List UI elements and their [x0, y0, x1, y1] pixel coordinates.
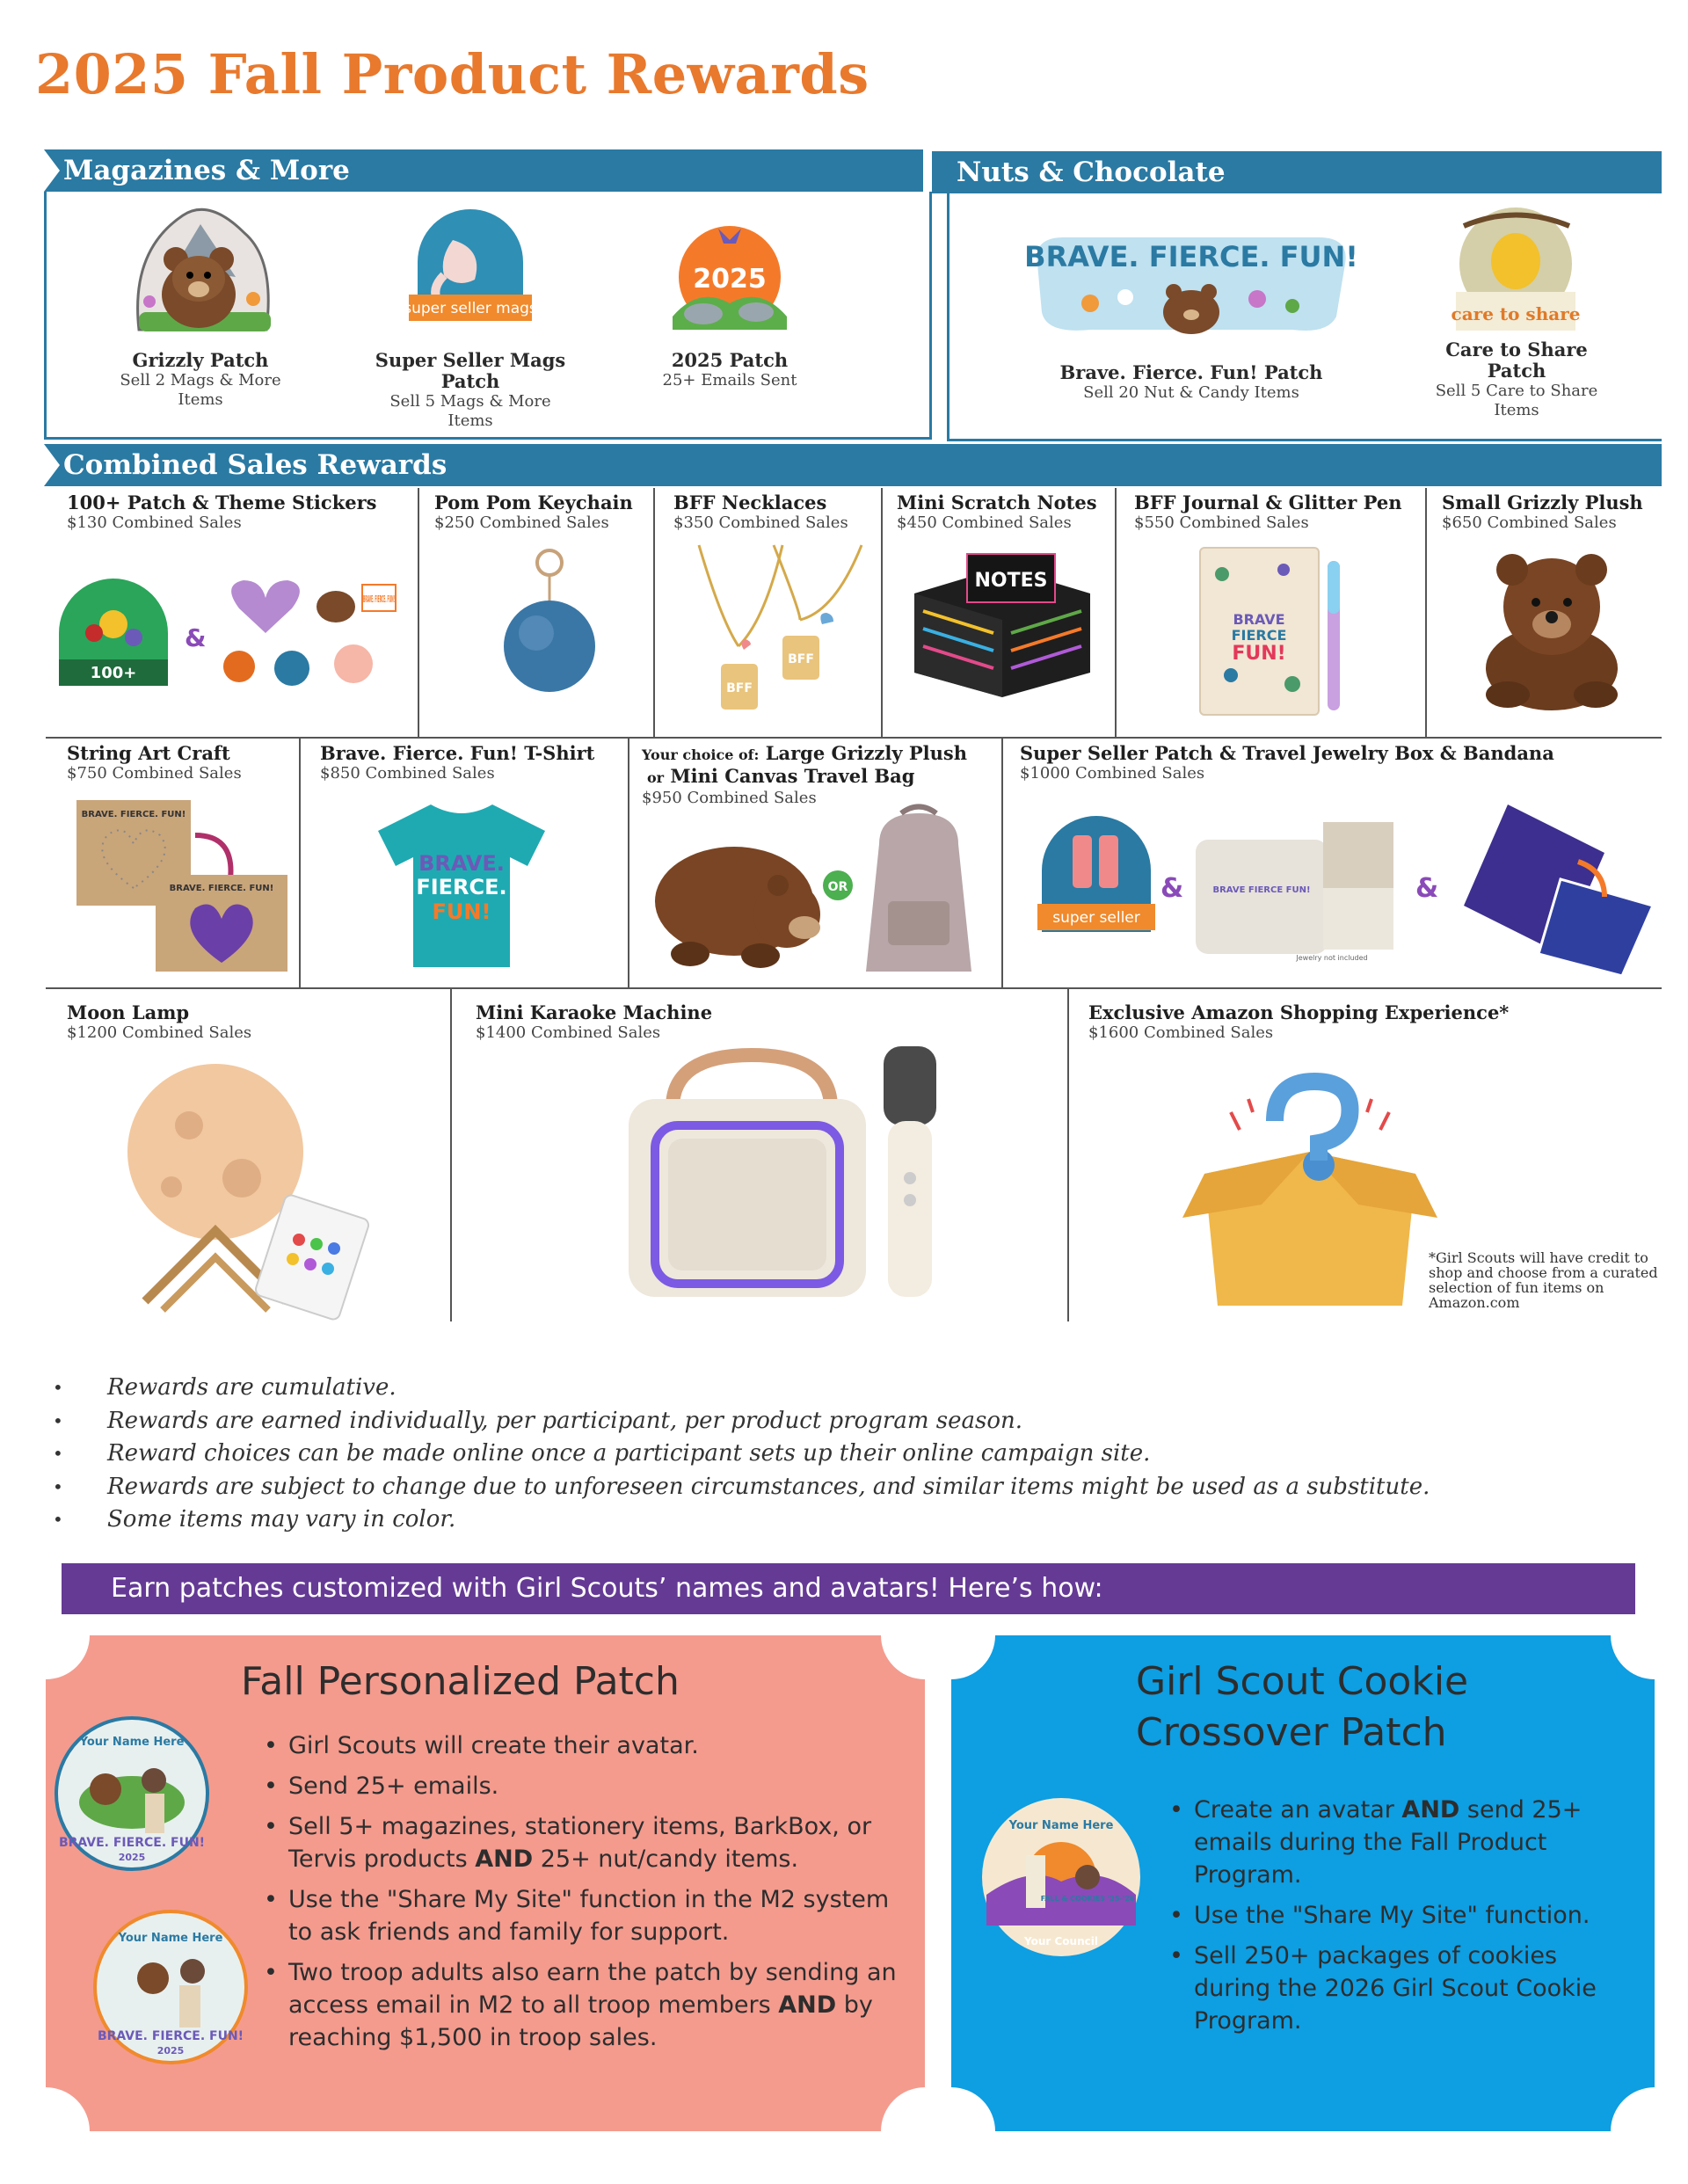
choice-prefix: Your choice of:: [642, 746, 760, 763]
moon-lamp-icon: [110, 1055, 382, 1319]
cookie-title-line2: Crossover Patch: [1136, 1710, 1447, 1755]
bff-tag-text-2: BFF: [788, 652, 814, 666]
rule-item: • Rewards are subject to change due to unforeseen circumstances, and similar items might be used as a substitute.: [53, 1471, 1430, 1504]
reward-price: $550 Combined Sales: [1134, 513, 1309, 532]
fall-patch-title: Fall Personalized Patch: [241, 1659, 680, 1704]
or-badge-text: OR: [827, 880, 848, 894]
bff-patch-name: Brave. Fierce. Fun! Patch: [1059, 361, 1323, 383]
fall-badge-name-2: Your Name Here: [118, 1932, 223, 1945]
fall-step: • Two troop adults also earn the patch by sending an access email in M2 to all troop members AND by reaching $1,500 in troop sales.: [264, 1956, 897, 2054]
jewelry-note: Jewelry not included: [1296, 954, 1368, 962]
svg-text:FUN!: FUN!: [432, 899, 491, 924]
fall-step: • Send 25+ emails.: [264, 1770, 897, 1802]
choice-option-2: Mini Canvas Travel Bag: [670, 765, 915, 787]
reward-bff-necklaces: [673, 492, 848, 533]
reward-price: $350 Combined Sales: [673, 513, 848, 532]
super-seller-patch-name: Super Seller Mags Patch: [375, 349, 566, 392]
reward-amazon-experience: [1088, 1002, 1509, 1043]
string-art-icon: [72, 796, 292, 976]
bundle-amp-2: &: [1415, 873, 1439, 904]
bundle-amp-1: &: [1160, 873, 1184, 904]
bff-patch-icon: [1024, 229, 1358, 339]
fish-patch-art-text: super seller mags: [404, 300, 537, 317]
notes-art-text: NOTES: [974, 570, 1048, 592]
fall-badge-name-1: Your Name Here: [79, 1736, 185, 1749]
reward-super-seller-bundle: [1020, 743, 1554, 783]
2025-patch-name: 2025 Patch: [671, 349, 789, 371]
cookie-step: • Use the "Share My Site" function.: [1169, 1899, 1626, 1932]
reward-name: Super Seller Patch & Travel Jewelry Box & Bandana: [1020, 742, 1554, 764]
combined-header-label: Combined Sales Rewards: [63, 449, 447, 481]
bff-patch-art-text: BRAVE. FIERCE. FUN!: [1024, 240, 1358, 273]
magazines-header-label: Magazines & More: [63, 155, 350, 186]
large-plush-bag-icon: [646, 804, 993, 980]
2025-patch-icon: [664, 215, 796, 339]
choice-option-1: Large Grizzly Plush: [765, 742, 967, 764]
reward-tshirt: [320, 743, 594, 783]
reward-name: Mini Scratch Notes: [897, 491, 1097, 513]
svg-text:BRAVE.: BRAVE.: [418, 851, 505, 876]
100-patch-stickers-icon: [55, 563, 397, 703]
nuts-header: [932, 151, 1662, 193]
cookie-badge-council: Your Council: [1024, 1935, 1098, 1947]
reward-name: 100+ Patch & Theme Stickers: [67, 491, 377, 513]
rule-item: • Rewards are earned individually, per participant, per product program season.: [53, 1405, 1430, 1438]
2025-patch-sub: 25+ Emails Sent: [662, 371, 797, 389]
cookie-badge-text: FALL & COOKIES '25-'26: [1040, 1895, 1135, 1903]
cookie-title-line1: Girl Scout Cookie: [1136, 1659, 1469, 1704]
fall-step: • Use the "Share My Site" function in the M2 system to ask friends and family for support.: [264, 1883, 897, 1948]
care-share-patch-icon: [1451, 204, 1581, 334]
fall-avatar-patch-2: [91, 1908, 250, 2066]
reward-price: $450 Combined Sales: [897, 513, 1072, 532]
tshirt-icon: [369, 796, 554, 972]
reward-moon-lamp: [67, 1002, 251, 1043]
journal-pen-icon: [1196, 543, 1354, 719]
care-share-art-text: care to share: [1451, 303, 1581, 324]
reward-price: $250 Combined Sales: [434, 513, 609, 532]
stickers-amp: &: [185, 623, 207, 652]
necklaces-icon: [686, 541, 870, 717]
fall-badge-year-1: 2025: [118, 1852, 146, 1863]
reward-price: $950 Combined Sales: [642, 789, 817, 807]
svg-text:FIERCE.: FIERCE.: [416, 875, 507, 899]
personalized-banner: Earn patches customized with Girl Scouts’ names and avatars! Here’s how:: [62, 1563, 1635, 1614]
reward-100-patch: [67, 492, 377, 533]
reward-price: $850 Combined Sales: [320, 764, 495, 783]
bff-tag-text-1: BFF: [726, 681, 753, 695]
reward-name: Mini Karaoke Machine: [476, 1001, 713, 1023]
cookie-avatar-patch: [978, 1794, 1145, 1961]
mystery-box-icon: [1178, 1077, 1442, 1314]
reward-name: Small Grizzly Plush: [1442, 491, 1643, 513]
reward-pom-pom-keychain: [434, 492, 633, 533]
bear-patch-icon: [121, 198, 280, 343]
svg-text:BRAVE. FIERCE. FUN!: BRAVE. FIERCE. FUN!: [81, 810, 186, 819]
grizzly-patch-name: Grizzly Patch: [132, 349, 269, 371]
fall-badge-text-2: BRAVE. FIERCE. FUN!: [97, 2029, 244, 2043]
reward-name: BFF Necklaces: [673, 491, 827, 513]
reward-price: $1600 Combined Sales: [1088, 1023, 1274, 1042]
page-title: 2025 Fall Product Rewards: [35, 42, 869, 106]
grizzly-patch-sub: Sell 2 Mags & More Items: [120, 371, 281, 409]
choice-or: or: [647, 769, 665, 786]
super-seller-bundle-icon: [1033, 800, 1657, 980]
small-plush-icon: [1464, 536, 1640, 712]
fall-patch-card: [46, 1635, 925, 2131]
fall-step: • Sell 5+ magazines, stationery items, BarkBox, or Tervis products AND 25+ nut/candy items.: [264, 1810, 897, 1875]
2025-patch-art-text: 2025: [693, 264, 767, 295]
fall-badge-text-1: BRAVE. FIERCE. FUN!: [58, 1836, 206, 1850]
reward-large-plush-or-bag: [642, 743, 967, 808]
reward-name: Brave. Fierce. Fun! T-Shirt: [320, 742, 595, 764]
fall-patch-steps: [264, 1729, 897, 2062]
super-seller-patch-sub: Sell 5 Mags & More Items: [389, 392, 551, 430]
svg-text:BRAVE: BRAVE: [1233, 611, 1285, 628]
svg-text:BRAVE. FIERCE. FUN!: BRAVE. FIERCE. FUN!: [169, 884, 274, 893]
reward-price: $1000 Combined Sales: [1020, 764, 1205, 783]
reward-name: Pom Pom Keychain: [434, 491, 633, 513]
rule-item: • Some items may vary in color.: [53, 1503, 1430, 1537]
rule-item: • Reward choices can be made online once a participant sets up their online campaign site.: [53, 1438, 1430, 1471]
100-patch-art-text: 100+: [90, 664, 137, 682]
super-seller-art-text: super seller: [1052, 909, 1140, 927]
cookie-patch-card: [951, 1635, 1655, 2131]
cookie-step: • Sell 250+ packages of cookies during the 2026 Girl Scout Cookie Program.: [1169, 1940, 1626, 2037]
reward-name: String Art Craft: [67, 742, 230, 764]
reward-name: BFF Journal & Glitter Pen: [1134, 491, 1402, 513]
fall-avatar-patch-1: [53, 1714, 211, 1873]
amazon-note: *Girl Scouts will have credit to shop and choose from a curated selection of fun items on Amazon.com: [1429, 1249, 1658, 1311]
fish-patch-icon: [404, 205, 536, 337]
care-share-patch-name: Care to Share Patch: [1445, 339, 1588, 382]
fall-badge-year-2: 2025: [156, 2045, 185, 2057]
combined-header: [44, 444, 1662, 486]
karaoke-icon: [620, 1029, 954, 1301]
svg-text:BRAVE FIERCE FUN!: BRAVE FIERCE FUN!: [1212, 885, 1311, 895]
rules-list: [53, 1372, 1430, 1537]
reward-price: $650 Combined Sales: [1442, 513, 1617, 532]
cookie-patch-steps: [1169, 1794, 1626, 2045]
magazines-header: [44, 149, 923, 192]
reward-price: $1400 Combined Sales: [476, 1023, 661, 1042]
reward-string-art: [67, 743, 242, 783]
reward-price: $1200 Combined Sales: [67, 1023, 252, 1042]
cookie-badge-name: Your Name Here: [1008, 1819, 1114, 1832]
reward-name: Exclusive Amazon Shopping Experience*: [1088, 1001, 1510, 1023]
reward-mini-scratch-notes: [897, 492, 1097, 533]
cookie-patch-title: [1136, 1656, 1468, 1758]
scratch-notes-icon: [906, 541, 1099, 699]
nuts-header-label: Nuts & Chocolate: [957, 157, 1226, 188]
keychain-icon: [488, 545, 611, 703]
cookie-step: • Create an avatar AND send 25+ emails during the Fall Product Program.: [1169, 1794, 1626, 1891]
reward-bff-journal: [1134, 492, 1401, 533]
reward-price: $130 Combined Sales: [67, 513, 242, 532]
stickers-art-text: BRAVE. FIERCE. FUN!: [363, 593, 395, 605]
svg-text:FIERCE: FIERCE: [1231, 627, 1287, 644]
rule-item: • Rewards are cumulative.: [53, 1372, 1430, 1405]
svg-text:FUN!: FUN!: [1232, 643, 1286, 665]
fall-step: • Girl Scouts will create their avatar.: [264, 1729, 897, 1762]
bff-patch-sub: Sell 20 Nut & Candy Items: [1083, 383, 1299, 402]
reward-price: $750 Combined Sales: [67, 764, 242, 783]
care-share-patch-sub: Sell 5 Care to Share Items: [1435, 382, 1598, 419]
reward-small-grizzly: [1442, 492, 1643, 533]
reward-name: Moon Lamp: [67, 1001, 190, 1023]
